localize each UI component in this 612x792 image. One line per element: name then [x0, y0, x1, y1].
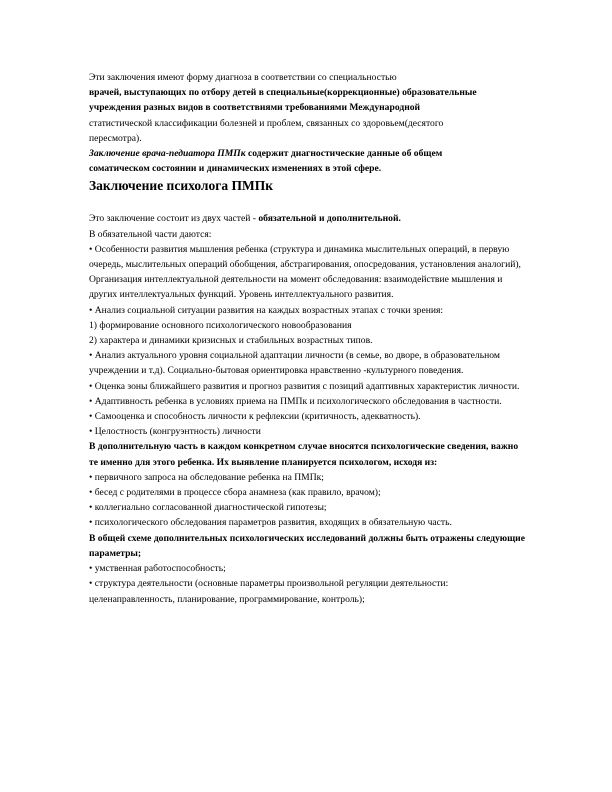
intro-line-5: пересмотра).	[89, 132, 142, 144]
bullet-development-zone: • Оценка зоны ближайшего развития и прогноз развития с позиций адаптивных характеристик личности.	[89, 380, 520, 392]
param-work-capacity: • умственная работоспособность;	[89, 563, 226, 575]
source-parents: • бесед с родителями в процессе сбора анамнеза (как правило, врачом);	[89, 487, 381, 499]
source-request: • первичного запроса на обследование ребенка на ПМПк;	[89, 471, 324, 483]
bullet-self-esteem: • Самооценка и способность личности к рефлексии (критичность, адекватность).	[89, 411, 421, 423]
section-heading: Заключение психолога ПМПк	[89, 178, 274, 194]
intro-line-1: Эти заключения имеют форму диагноза в соответствии со специальностью	[89, 72, 397, 83]
bullet-integrity: • Целостность (конгруэнтность) личности	[89, 426, 261, 438]
psychiatrist-paragraph	[89, 146, 529, 176]
body-intro-plain: Это заключение состоит из двух частей -	[89, 213, 259, 225]
additional-part-text: В дополнительную часть в каждом конкретном случае вносятся психологические сведения, важно те именно для этого ребенка. Их выявление планируется психологом, исходя из:	[89, 441, 519, 468]
source-hypothesis: • коллегиально согласованной диагностической гипотезы;	[89, 502, 327, 514]
bullet-social-situation: • Анализ социальной ситуации развития на каждых возрастных этапах с точки зрения:	[89, 304, 444, 316]
source-examination: • психологического обследования параметров развития, входящих в обязательную часть.	[89, 517, 452, 529]
intro-paragraph	[89, 70, 529, 146]
intro-line-3: учреждения разных видов в соответствиями требованиями Международной	[89, 102, 421, 114]
list-item-1: 1) формирование основного психологического новообразования	[89, 319, 352, 331]
body-intro-bold: обязательной и дополнительной.	[258, 213, 401, 225]
param-activity-structure: • структура деятельности (основные параметры произвольной регуляции деятельности: целенаправленность, планирование, программирование, контроль);	[89, 578, 449, 605]
intro-line-2: врачей, выступающих по отбору детей в специальные(коррекционные) образовательные	[89, 87, 477, 99]
mandatory-label: В обязательной части даются:	[89, 228, 212, 240]
document-page	[89, 70, 529, 607]
bullet-adaptivity: • Адаптивность ребенка в условиях приема на ПМПк и психологического обследования в частности.	[89, 395, 502, 407]
list-item-2: 2) характера и динамики кризисных и стабильных возрастных типов.	[89, 335, 373, 347]
psychiatrist-title: Заключение врача-педиатора ПМПк	[89, 148, 246, 160]
bullet-social-adaptation: • Анализ актуального уровня социальной адаптации личности (в семье, во дворе, в образовательном учреждении и т.д). Социально-бытовая ориентировка нравственно -культурного поведения.	[89, 350, 500, 377]
general-scheme-text: В общей схеме дополнительных психологических исследований должны быть отражены следующие параметры;	[89, 532, 525, 559]
body-intro	[89, 211, 529, 226]
intro-line-4: статистической классификации болезней и проблем, связанных со здоровьем(десятого	[89, 117, 444, 129]
psychiatrist-text-2: соматическом состоянии и динамических изменениях в этой сфере.	[89, 163, 382, 175]
bullet-thinking: • Особенности развития мышления ребенка (структура и динамика мыслительных операций, в первую очередь, мыслительных операций обобщения, абстрагирования, опосредования, установления аналогий), Организация интеллектуальной деятельности на момент обследования: взаимодействие мышления и других интеллектуальных функций. Уровень интеллектуального развития.	[89, 243, 521, 301]
psychiatrist-text-1: содержит диагностические данные об общем	[245, 148, 443, 160]
